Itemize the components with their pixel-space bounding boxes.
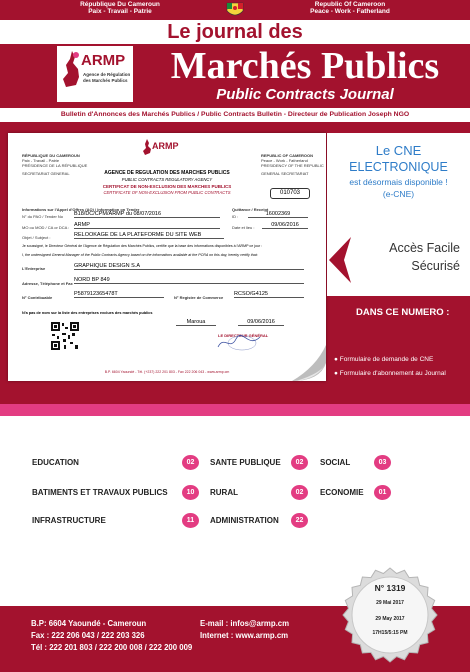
cert-rc-value: RCSO/G4125 [234, 291, 304, 298]
cameroon-map-icon [60, 49, 82, 89]
cert-sec-left: SECRETARIAT GENERAL [22, 171, 70, 176]
footer-internet[interactable]: Internet : www.armp.cm [200, 631, 289, 640]
qr-code-icon [50, 321, 80, 351]
category-infrastructure-count: 11 [182, 513, 199, 528]
seal-time: 17H15/5:15 PM [372, 630, 408, 636]
cert-body-fr: Je soussigné, le Directeur Général de l'Agence de Régulation des Marchés Publics, certifie que la base des informations disponibles à l'ARMP ce jour : [22, 244, 263, 248]
category-social: SOCIAL [320, 458, 351, 467]
cert-sec-right: GENERAL SECRETARIAT [261, 171, 309, 176]
footer-email[interactable]: E-mail : infos@armp.cm [200, 619, 290, 628]
cert-agency-en: PUBLIC CONTRACTS REGULATORY AGENCY [121, 177, 213, 182]
cert-contrib-value: P587912365478T [74, 291, 164, 298]
dans-item-2[interactable] [334, 370, 446, 377]
cert-date-label: Date et lieu : [232, 225, 255, 230]
cert-title-en: CERTIFICATE OF NON-EXCLUSION FROM PUBLIC CONTRACTS [103, 190, 231, 195]
country-left-motto: Paix - Travail - Patrie [88, 8, 152, 15]
footer-fax: Fax : 222 206 043 / 222 203 326 [31, 631, 145, 640]
category-administration: ADMINISTRATION [210, 516, 279, 525]
cert-ao-value: B18/DC/CPM/ARMP du 08/07/2016 [74, 211, 220, 218]
cert-place: Maroua [176, 319, 216, 326]
footer-bp: B.P: 6604 Yaoundé - Cameroun [31, 619, 147, 628]
cert-ent-label: L'Entreprise [22, 266, 46, 271]
dans-item-1[interactable] [334, 356, 433, 363]
category-social-count: 03 [374, 455, 391, 470]
cert-body-en: I, the undersigned General Manager of the Public Contracts Agency based on the informations available at the PCRA on this day, hereby certify that: [22, 253, 258, 257]
country-left [70, 1, 170, 15]
cert-id-label: ID : [232, 214, 239, 219]
cert-right-head-1: REPUBLIC OF CAMEROON [261, 153, 313, 158]
seal-date-fr: 29 Mai 2017 [376, 600, 404, 606]
pink-divider [0, 404, 470, 416]
cert-not-listed: N'a pas de nom sur la liste des entreprises exclues des marchés publics [22, 311, 153, 315]
acces-box [327, 229, 470, 296]
category-sante-publique: SANTE PUBLIQUE [210, 458, 281, 467]
category-education-count: 02 [182, 455, 199, 470]
cert-logo: ARMP [152, 141, 179, 151]
category-economie-count: 01 [374, 485, 391, 500]
cert-info-label: Informations sur l'Appel d'Offres (AO) / Information on Tender [22, 207, 140, 212]
country-right-name: Republic Of Cameroon [314, 1, 386, 8]
armp-logo [57, 46, 133, 102]
cert-id-value: 16002369 [248, 211, 308, 218]
cert-objet-value: RELOOKAGE DE LA PLATEFORME DU SITE WEB [74, 232, 224, 239]
journal-title: Marchés Publics [170, 45, 440, 87]
cert-date-value: 09/06/2016 [262, 222, 308, 229]
cert-addr-label: Adresse, Téléphone et Fax [22, 281, 73, 286]
category-rural: RURAL [210, 488, 238, 497]
category-rural-count: 02 [291, 485, 308, 500]
seal-number: N° 1319 [374, 583, 406, 593]
issue-seal [342, 567, 438, 663]
cert-left-head-3: PRÉSIDENCE DE LA RÉPUBLIQUE [22, 163, 88, 168]
acces-line-2: Sécurisé [411, 259, 460, 273]
top-band [0, 0, 470, 20]
bulletin-line: Bulletin d'Annonces des Marchés Publics / Public Contracts Bulletin - Directeur de Publication Joseph NGO [60, 111, 410, 118]
cert-right-head-2: Peace - Work - Fatherland [261, 158, 308, 163]
cert-mo-value: ARMP [74, 222, 220, 229]
cert-left-head-1: RÉPUBLIQUE DU CAMEROUN [22, 153, 80, 158]
cert-addr-value: NORD BP 849 [74, 277, 304, 284]
cne-line-1: Le CNE [375, 143, 422, 158]
category-btp: BATIMENTS ET TRAVAUX PUBLICS [32, 488, 168, 497]
cert-ao-label: N° du PAO / Tender No [22, 214, 64, 219]
cne-line-3: est désormais disponible ! [349, 177, 448, 187]
category-infrastructure: INFRASTRUCTURE [32, 516, 106, 525]
page-curl-icon [292, 345, 332, 385]
cert-contrib-label: N° Contribuable [22, 295, 53, 300]
category-economie: ECONOMIE [320, 488, 364, 497]
category-education: EDUCATION [32, 458, 79, 467]
cert-title: CERTIFICAT DE NON-EXCLUSION DES MARCHES PUBLICS [102, 184, 232, 189]
dans-item-1-label: Formulaire de demande de CNE [339, 356, 434, 363]
journal-des-heading: Le journal des [167, 21, 303, 43]
cert-signature-icon [214, 331, 264, 353]
bullet-icon: ● [334, 356, 338, 363]
journal-subtitle: Public Contracts Journal [216, 86, 394, 103]
cert-mo-label: MO ou MOD / CA or DCA : [22, 225, 70, 230]
logo-caption-1: Agence de Régulation [83, 72, 131, 77]
cne-line-2: ELECTRONIQUE [349, 160, 448, 174]
coat-of-arms-icon [225, 2, 245, 18]
country-right-motto: Peace - Work - Fatherland [310, 8, 390, 15]
cert-number: 010703 [270, 188, 310, 199]
category-btp-count: 10 [182, 485, 199, 500]
cert-dg: LE DIRECTEUR GÉNÉRAL [218, 333, 269, 338]
cert-map-icon [142, 139, 152, 155]
country-left-name: République Du Cameroun [80, 1, 160, 8]
cert-rc-label: N° Registre de Commerce [174, 295, 224, 300]
cert-ent-value: GRAPHIQUE DESIGN S.A [74, 263, 304, 270]
country-right [300, 1, 400, 15]
acces-line-1: Accès Facile [389, 241, 460, 255]
cert-right-head-3: PRESIDENCY OF THE REPUBLIC [261, 163, 324, 168]
cert-place-date: 09/06/2016 [238, 319, 284, 326]
logo-name: ARMP [81, 52, 126, 69]
cne-line-4: (e-CNE) [382, 189, 415, 199]
cert-footer: B.P. 6604 Yaoundé - Tél. (+237) 222 201 803 - Fax 222 206 043 - www.armp.cm [104, 370, 230, 374]
seal-badge-icon [342, 567, 438, 663]
cert-objet-label: Objet / Subject : [22, 235, 51, 240]
seal-date-en: 29 May 2017 [375, 616, 405, 622]
dans-item-2-label: Formulaire d'abonnement au Journal [339, 370, 446, 377]
arrow-left-icon [327, 237, 351, 283]
cert-left-head-2: Paix - Travail - Patrie [22, 158, 60, 163]
logo-caption-2: des Marchés Publics [83, 78, 128, 83]
dans-ce-numero-title: DANS CE NUMERO : [356, 307, 450, 318]
footer-tel: Tél : 222 201 803 / 222 200 008 / 222 200 009 [31, 643, 193, 652]
cne-box [327, 133, 470, 229]
category-sante-publique-count: 02 [291, 455, 308, 470]
certificate-image [8, 133, 326, 381]
category-administration-count: 22 [291, 513, 308, 528]
cert-agency: AGENCE DE REGULATION DES MARCHES PUBLICS [104, 170, 230, 176]
cert-quittance-label: Quittance / Receipt [232, 207, 269, 212]
bullet-icon: ● [334, 370, 338, 377]
